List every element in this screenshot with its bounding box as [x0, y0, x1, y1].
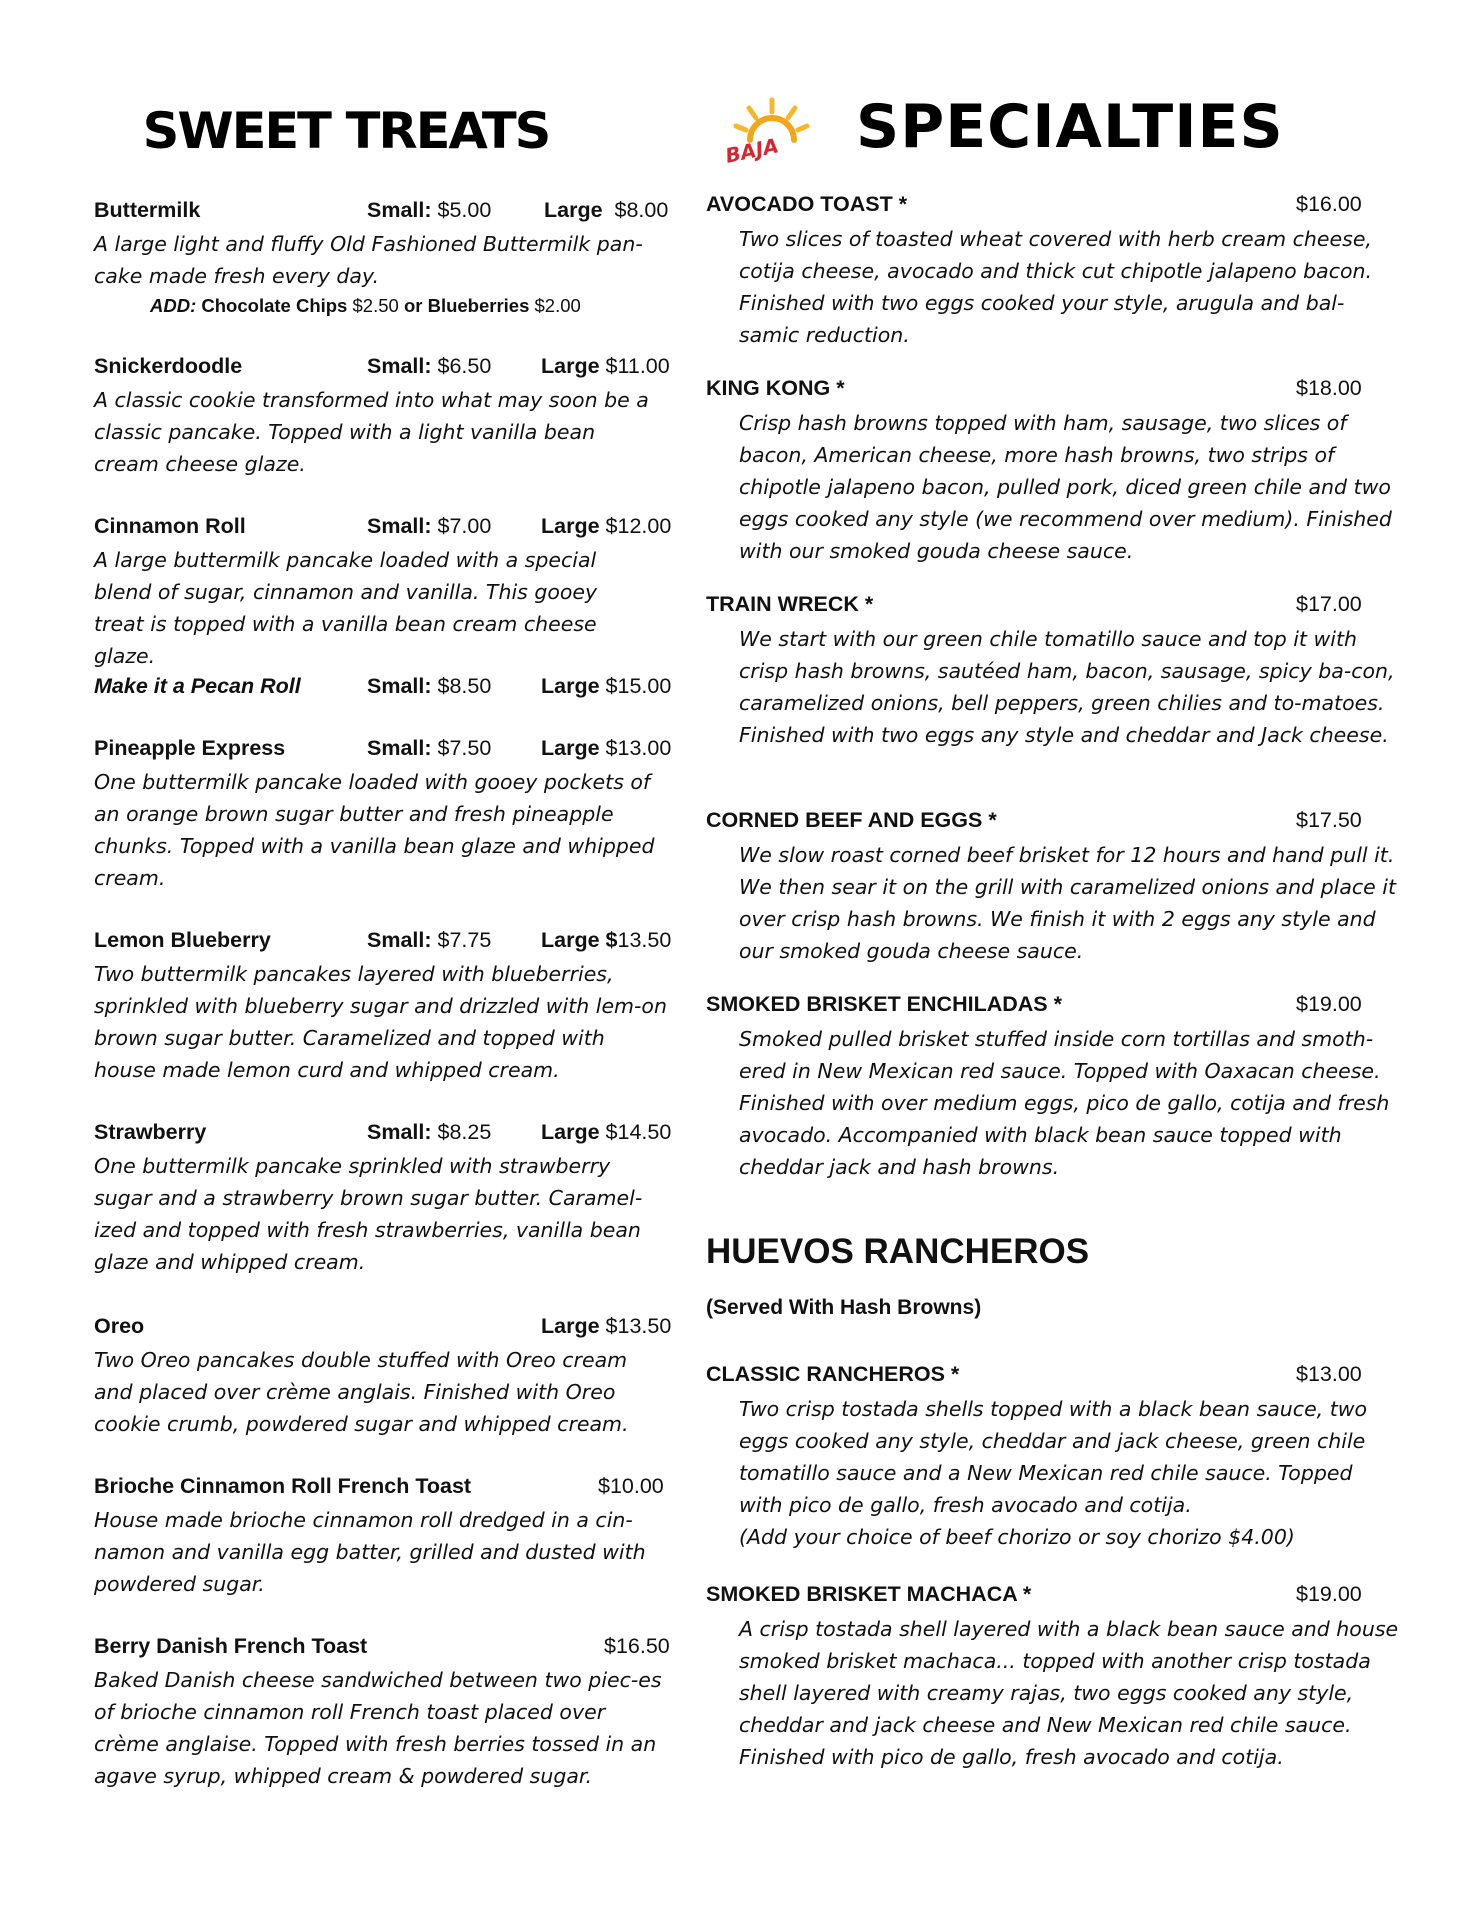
large-label: Large: [541, 736, 600, 760]
item-note: (Add your choice of beef chorizo or soy chorizo $4.00): [739, 1525, 1295, 1549]
item-name: SMOKED BRISKET MACHACA *: [706, 1582, 1032, 1606]
item-name: CORNED BEEF AND EGGS *: [706, 808, 997, 832]
item-price: $19.00: [1296, 1582, 1362, 1606]
item-description: House made brioche cinnamon roll dredged in a cin-namon and vanilla egg batter, grilled and dusted with powdered sugar.: [94, 1508, 646, 1596]
add-chocolate-chips: Chocolate Chips: [201, 295, 348, 316]
small-price: $7.00: [437, 514, 492, 538]
logo-text: BAJA: [723, 133, 781, 168]
menu-item-snickerdoodle: [94, 354, 674, 480]
add-label: ADD:: [150, 295, 197, 316]
item-name: Oreo: [94, 1314, 145, 1338]
small-price: $6.50: [437, 354, 492, 378]
item-name: AVOCADO TOAST *: [706, 192, 908, 216]
add-price-2: $2.00: [534, 295, 581, 316]
huevos-rancheros-heading: HUEVOS RANCHEROS: [706, 1232, 1090, 1271]
large-label: Large: [541, 514, 600, 538]
large-label: Large: [544, 198, 603, 222]
item-description: A large light and fluffy Old Fashioned Buttermilk pan-cake made fresh every day.: [94, 232, 643, 288]
item-name: Snickerdoodle: [94, 354, 243, 378]
menu-item-classic-rancheros: [706, 1362, 1406, 1553]
menu-item-cinnamon-roll: [94, 514, 674, 704]
item-name: CLASSIC RANCHEROS *: [706, 1362, 960, 1386]
small-price: $7.50: [437, 736, 492, 760]
menu-item-smoked-brisket-machaca: [706, 1582, 1406, 1773]
large-label: Large: [541, 354, 600, 378]
large-label: Large: [541, 674, 600, 698]
menu-item-train-wreck: [706, 592, 1406, 751]
small-label: Small:: [367, 674, 432, 698]
specialties-heading: SPECIALTIES: [856, 92, 1284, 162]
item-name: Lemon Blueberry: [94, 928, 271, 952]
item-name: Cinnamon Roll: [94, 514, 246, 538]
small-label: Small:: [367, 928, 432, 952]
item-description: Baked Danish cheese sandwiched between two piec-es of brioche cinnamon roll French toast placed over crème anglaise. Topped with fresh berries tossed in an agave syrup, whipped cream & powdered sugar.: [94, 1668, 662, 1788]
menu-item-avocado-toast: [706, 192, 1406, 351]
small-label: Small:: [367, 354, 432, 378]
large-price: $11.00: [605, 354, 670, 378]
menu-item-oreo: [94, 1314, 674, 1440]
add-ons: [150, 292, 674, 320]
item-description: A classic cookie transformed into what may soon be a classic pancake. Topped with a light vanilla bean cream cheese glaze.: [94, 388, 649, 476]
menu-item-buttermilk: [94, 198, 674, 320]
small-price: $7.75: [437, 928, 492, 952]
small-label: Small:: [367, 514, 432, 538]
menu-item-pineapple-express: [94, 736, 674, 894]
menu-item-corned-beef-and-eggs: [706, 808, 1406, 967]
large-price: $13.00: [605, 736, 672, 760]
pecan-roll-variant: [94, 674, 674, 704]
item-description: A crisp tostada shell layered with a black bean sauce and house smoked brisket machaca... topped with another crisp tostada shell layered with creamy rajas, two eggs cooked any style, cheddar and jack cheese and New Mexican red chile sauce. Finished with pico de gallo, fresh avocado and cotija.: [739, 1617, 1399, 1769]
item-name: Berry Danish French Toast: [94, 1634, 368, 1658]
large-label: Large: [541, 1314, 600, 1338]
add-price-1: $2.50: [352, 295, 399, 316]
menu-item-smoked-brisket-enchiladas: [706, 992, 1406, 1183]
item-name: TRAIN WRECK *: [706, 592, 874, 616]
menu-item-brioche-french-toast: [94, 1474, 674, 1600]
item-price: $16.00: [1296, 192, 1362, 216]
variant-name: Make it a Pecan Roll: [94, 674, 301, 698]
item-name: KING KONG *: [706, 376, 845, 400]
item-price: $18.00: [1296, 376, 1362, 400]
item-description: We start with our green chile tomatillo sauce and top it with crisp hash browns, sautéed ham, bacon, sausage, spicy ba-con, caramelized onions, bell peppers, green chilies and to-matoes. Finished with two eggs any style and cheddar and Jack cheese.: [739, 627, 1395, 747]
item-price: $17.00: [1296, 592, 1362, 616]
large-price: $12.00: [605, 514, 672, 538]
large-label: Large $: [541, 928, 618, 952]
baja-logo: [720, 94, 810, 168]
item-name: Buttermilk: [94, 198, 201, 222]
huevos-subtitle: (Served With Hash Browns): [706, 1296, 982, 1319]
small-price: $8.25: [437, 1120, 492, 1144]
small-label: Small:: [367, 736, 432, 760]
item-description: One buttermilk pancake sprinkled with strawberry sugar and a strawberry brown sugar butter. Caramel-ized and topped with fresh strawberries, vanilla bean glaze and whipped cream.: [94, 1154, 643, 1274]
large-price: $13.50: [605, 1314, 672, 1338]
large-label: Large: [541, 1120, 600, 1144]
item-price: $13.00: [1296, 1362, 1362, 1386]
item-description: Two buttermilk pancakes layered with blueberries, sprinkled with blueberry sugar and drizzled with lem-on brown sugar butter. Caramelized and topped with house made lemon curd and whipped cream.: [94, 962, 667, 1082]
small-price: $8.50: [437, 674, 492, 698]
item-description: One buttermilk pancake loaded with gooey pockets of an orange brown sugar butter and fresh pineapple chunks. Topped with a vanilla bean glaze and whipped cream.: [94, 770, 655, 890]
item-description: Two slices of toasted wheat covered with herb cream cheese, cotija cheese, avocado and thick cut chipotle jalapeno bacon. Finished with two eggs cooked your style, arugula and bal-samic reduction.: [739, 227, 1373, 347]
large-price: $15.00: [605, 674, 672, 698]
menu-item-strawberry: [94, 1120, 674, 1278]
item-name: SMOKED BRISKET ENCHILADAS *: [706, 992, 1062, 1016]
item-description: Smoked pulled brisket stuffed inside corn tortillas and smoth-ered in New Mexican red sauce. Topped with Oaxacan cheese. Finished with over medium eggs, pico de gallo, cotija and fresh avocado. Accompanied with black bean sauce topped with cheddar jack and hash browns.: [739, 1027, 1390, 1179]
item-name: Pineapple Express: [94, 736, 286, 760]
add-blueberries: or Blueberries: [403, 295, 530, 316]
large-price: 13.50: [617, 928, 672, 952]
item-name: Brioche Cinnamon Roll French Toast: [94, 1474, 472, 1498]
item-description: A large buttermilk pancake loaded with a special blend of sugar, cinnamon and vanilla. This gooey treat is topped with a vanilla bean cream cheese glaze.: [94, 548, 598, 668]
menu-item-lemon-blueberry: [94, 928, 674, 1086]
item-price: $16.50: [604, 1634, 670, 1658]
menu-item-king-kong: [706, 376, 1406, 567]
small-label: Small:: [367, 198, 432, 222]
sweet-treats-heading: SWEET TREATS: [142, 102, 550, 160]
item-name: Strawberry: [94, 1120, 207, 1144]
small-label: Small:: [367, 1120, 432, 1144]
item-price: $19.00: [1296, 992, 1362, 1016]
item-description: Two Oreo pancakes double stuffed with Oreo cream and placed over crème anglais. Finished with Oreo cookie crumb, powdered sugar and whipped cream.: [94, 1348, 629, 1436]
menu-item-berry-danish-french-toast: [94, 1634, 674, 1792]
small-price: $5.00: [437, 198, 492, 222]
item-price: $10.00: [598, 1474, 664, 1498]
item-price: $17.50: [1296, 808, 1362, 832]
large-price: $8.00: [614, 198, 669, 222]
item-description: We slow roast corned beef brisket for 12 hours and hand pull it. We then sear it on the grill with caramelized onions and place it over crisp hash browns. We finish it with 2 eggs any style and our smoked gouda cheese sauce.: [739, 843, 1397, 963]
item-description: Crisp hash browns topped with ham, sausage, two slices of bacon, American cheese, more hash browns, two strips of chipotle jalapeno bacon, pulled pork, diced green chile and two eggs cooked any style (we recommend over medium). Finished with our smoked gouda cheese sauce.: [739, 411, 1392, 563]
item-description: Two crisp tostada shells topped with a black bean sauce, two eggs cooked any style, cheddar and jack cheese, green chile tomatillo sauce and a New Mexican red chile sauce. Topped with pico de gallo, fresh avocado and cotija.: [739, 1397, 1368, 1517]
large-price: $14.50: [605, 1120, 672, 1144]
